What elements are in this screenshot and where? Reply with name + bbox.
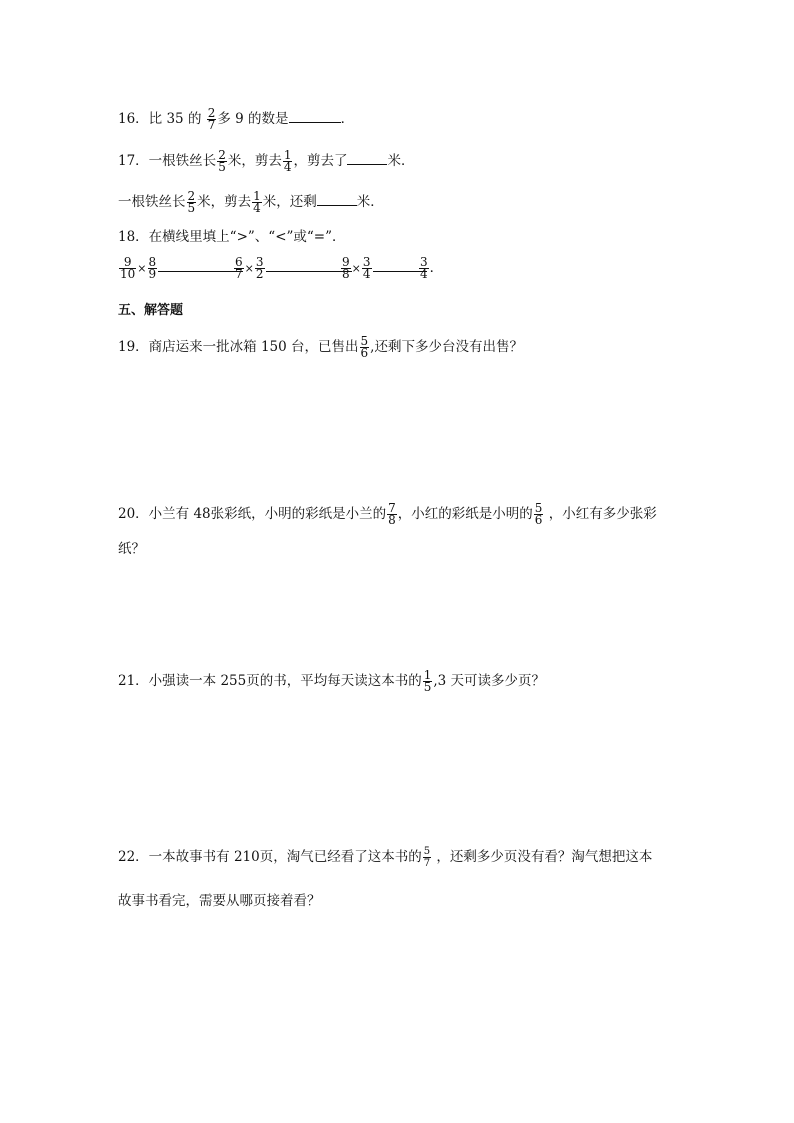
q18c-row	[340, 257, 427, 280]
q20-text-3: ，小红有多少张彩	[544, 506, 657, 522]
q19-text-2: ,还剩下多少台没有出售？	[370, 339, 523, 355]
q18d-row	[418, 257, 443, 280]
q21-fraction: $\frac{1}{5}$	[423, 668, 432, 694]
q17a-text-4: 米．	[387, 153, 415, 169]
q18-end-mark: ．	[429, 260, 444, 276]
q18b-operator: ×	[244, 262, 254, 275]
question-17-part-b	[118, 191, 384, 214]
question-22	[118, 846, 652, 869]
q17b-text-2: 米，剪去	[197, 194, 252, 210]
q22-text-1: 22．一本故事书有 210页，淘气已经看了这本书的	[118, 849, 422, 865]
question-21	[118, 670, 545, 693]
q19-text-1: 19．商店运来一批冰箱 150 台，已售出	[118, 339, 359, 355]
q18d-fraction: $\frac{3}{4}$	[420, 255, 428, 281]
q17b-answer-blank[interactable]	[317, 191, 357, 206]
q18c-fraction-2: $\frac{3}{4}$	[362, 255, 371, 281]
q20-text-2: ，小红的彩纸是小明的	[397, 506, 533, 522]
q22-fraction: $\frac{5}{7}$	[423, 846, 431, 869]
q19-fraction: $\frac{5}{6}$	[360, 334, 369, 360]
q20-text-1: 20．小兰有 48张彩纸，小明的彩纸是小兰的	[118, 506, 387, 522]
q17a-text-3: ，剪去了	[293, 153, 348, 169]
q18-comparisons	[118, 257, 243, 291]
q17b-text-3: 米，还剩	[262, 194, 317, 210]
q17a-fraction-1: $\frac{2}{5}$	[218, 148, 226, 174]
q17a-text-1: 17．一根铁丝长	[118, 153, 217, 169]
q18-text: 18．在横线里填上“>”、“<”或“=”．	[118, 229, 346, 245]
question-20-continued: 纸？	[118, 541, 145, 557]
q17b-fraction-2: $\frac{1}{4}$	[253, 189, 261, 215]
question-20	[118, 503, 657, 526]
q17a-answer-blank[interactable]	[347, 150, 387, 165]
q18b-row	[233, 257, 352, 280]
q18c-operator: ×	[351, 262, 361, 275]
question-18	[118, 228, 346, 246]
q18b-compare-blank[interactable]	[266, 257, 352, 272]
q18c-fraction-1: $\frac{9}{8}$	[342, 255, 350, 281]
question-19	[118, 336, 523, 359]
question-22-continued: 故事书看完，需要从哪页接着看？	[118, 893, 321, 909]
q16-answer-blank[interactable]	[289, 108, 341, 123]
q18a-operator: ×	[137, 262, 147, 275]
q18b-fraction-2: $\frac{3}{2}$	[255, 255, 264, 281]
q18a-fraction-1: $\frac{9}{10}$	[120, 255, 136, 281]
q17b-fraction-1: $\frac{2}{5}$	[187, 189, 196, 215]
q16-text-3: ．	[340, 111, 355, 127]
q20-fraction-2: $\frac{5}{6}$	[534, 501, 543, 527]
q21-text-2: ,3 天可读多少页？	[433, 673, 546, 689]
q17a-fraction-2: $\frac{1}{4}$	[283, 148, 292, 174]
q18a-fraction-2: $\frac{8}{9}$	[148, 255, 157, 281]
q16-text-1: 16．比 35 的	[118, 111, 202, 127]
q18a-compare-blank[interactable]	[158, 257, 243, 272]
question-17-part-a	[118, 150, 414, 173]
q17a-text-2: 米，剪去	[227, 153, 282, 169]
q18b-fraction-1: $\frac{6}{7}$	[235, 255, 243, 281]
q21-text-1: 21．小强读一本 255页的书，平均每天读这本书的	[118, 673, 422, 689]
q16-fraction: $\frac{2}{7}$	[207, 106, 216, 132]
question-16	[118, 108, 354, 131]
section-5-title: 五、解答题	[118, 303, 184, 318]
q17b-text-4: 米．	[356, 194, 384, 210]
q20-fraction-1: $\frac{7}{8}$	[388, 501, 396, 527]
q16-text-2: 多 9 的数是	[217, 111, 289, 127]
q17b-text-1: 一根铁丝长	[118, 194, 186, 210]
q22-text-2: ，还剩多少页没有看？淘气想把这本	[432, 849, 653, 865]
